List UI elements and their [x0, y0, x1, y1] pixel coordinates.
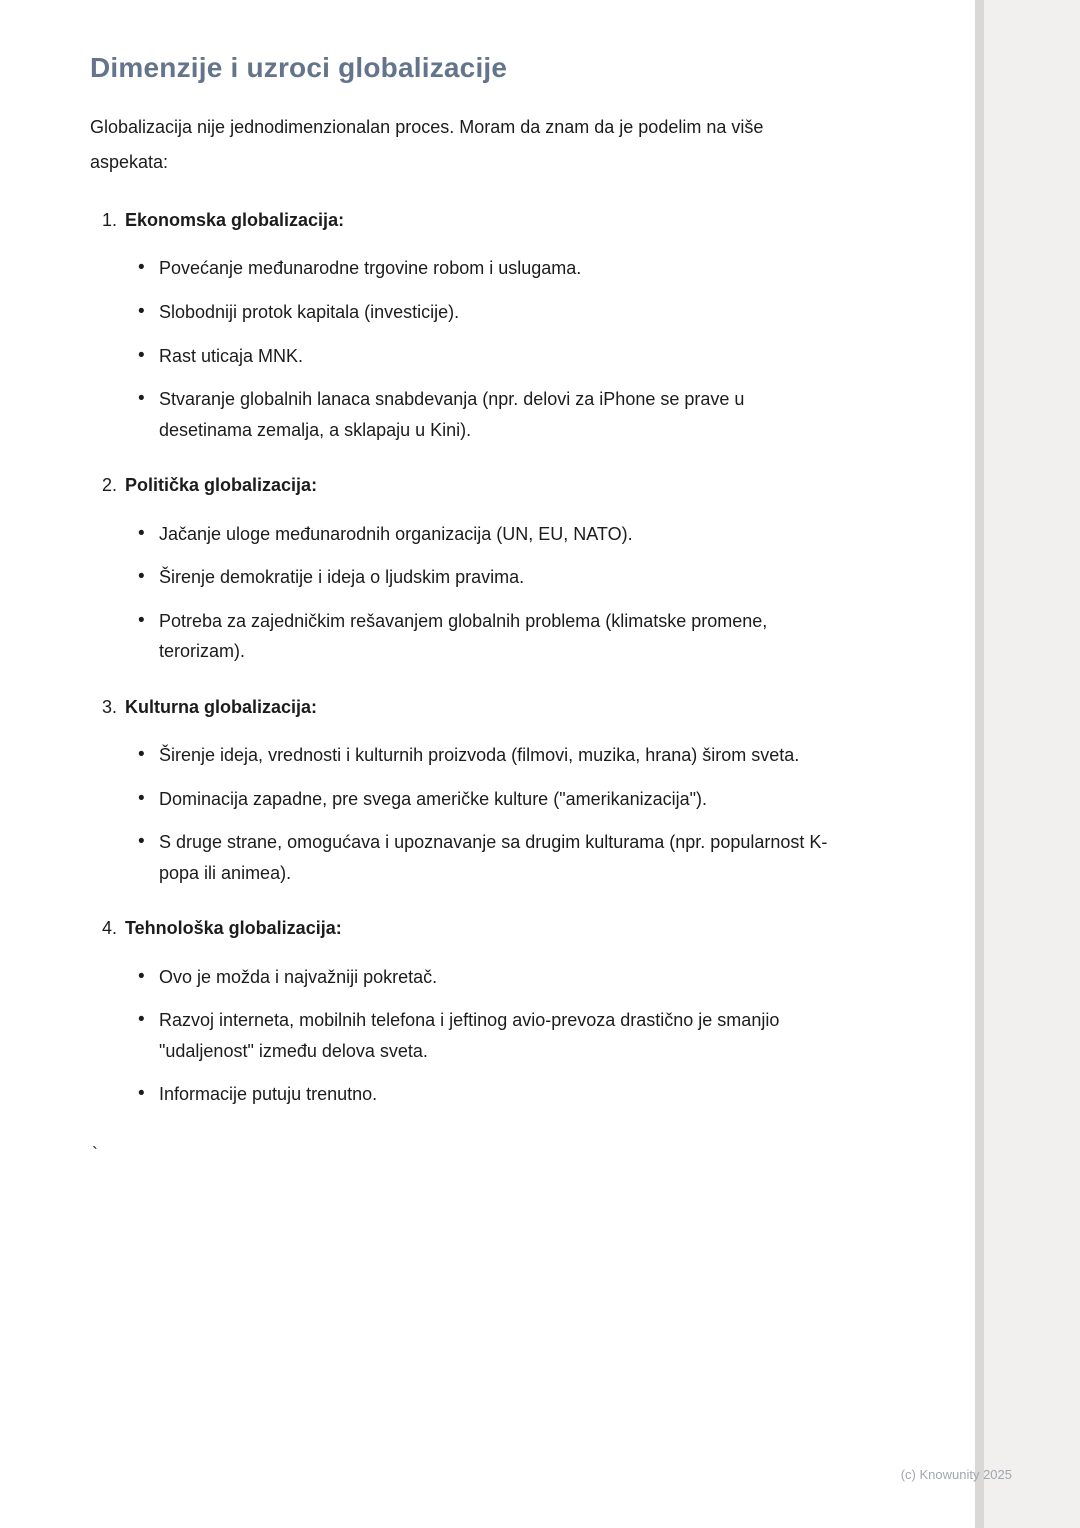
section-number: 4.: [102, 918, 118, 939]
section-heading: [102, 208, 838, 233]
section-politicka: [90, 473, 838, 667]
bullet-list: [137, 253, 838, 445]
section-heading-label: Politička globalizacija:: [125, 475, 318, 496]
intro-paragraph: Globalizacija nije jednodimenzionalan proces. Moram da znam da je podelim na više aspekata:: [90, 117, 764, 173]
list-item: • S druge strane, omogućava i upoznavanje sa drugim kulturama (npr. popularnost K-popa ili animea).: [137, 827, 838, 888]
list-item: • Potreba za zajedničkim rešavanjem globalnih problema (klimatske promene, terorizam).: [137, 606, 838, 667]
watermark-credit: (c) Knowunity 2025: [900, 1467, 1012, 1482]
section-kulturna: [90, 695, 838, 889]
stray-backtick: `: [92, 1144, 98, 1165]
list-item: • Širenje demokratije i ideja o ljudskim pravima.: [137, 562, 838, 593]
list-item: • Povećanje međunarodne trgovine robom i uslugama.: [137, 253, 838, 284]
bullet-list: [137, 962, 838, 1110]
bullet-list: [137, 519, 838, 667]
bullet-list: [137, 740, 838, 888]
section-number: 2.: [102, 475, 118, 496]
list-item: • Jačanje uloge međunarodnih organizacija (UN, EU, NATO).: [137, 519, 838, 550]
list-item: • Slobodniji protok kapitala (investicije).: [137, 297, 838, 328]
section-heading-label: Kulturna globalizacija:: [125, 696, 318, 717]
list-item: • Rast uticaja MNK.: [137, 341, 838, 372]
section-heading-label: Tehnološka globalizacija:: [125, 918, 342, 939]
list-item: • Dominacija zapadne, pre svega američke kulture ("amerikanizacija").: [137, 784, 838, 815]
section-heading: [102, 916, 838, 941]
list-item: • Informacije putuju trenutno.: [137, 1079, 838, 1110]
list-item: • Stvaranje globalnih lanaca snabdevanja (npr. delovi za iPhone se prave u desetinama zemalja, a sklapaju u Kini).: [137, 384, 838, 445]
section-tehnoloska: [90, 916, 838, 1110]
list-item: • Razvoj interneta, mobilnih telefona i jeftinog avio-prevoza drastično je smanjio "udaljenost" između delova sveta.: [137, 1005, 838, 1066]
document-content: [90, 52, 838, 1165]
page-title: Dimenzije i uzroci globalizacije: [90, 52, 508, 83]
section-heading: [102, 695, 838, 720]
section-ekonomska: [90, 208, 838, 445]
right-rail: [984, 0, 1080, 1528]
section-number: 3.: [102, 696, 118, 717]
section-heading: [102, 473, 838, 498]
section-heading-label: Ekonomska globalizacija:: [125, 210, 345, 231]
page-edge-divider: [975, 0, 984, 1528]
list-item: • Širenje ideja, vrednosti i kulturnih proizvoda (filmovi, muzika, hrana) širom sveta.: [137, 740, 838, 771]
list-item: • Ovo je možda i najvažniji pokretač.: [137, 962, 838, 993]
section-number: 1.: [102, 210, 118, 231]
